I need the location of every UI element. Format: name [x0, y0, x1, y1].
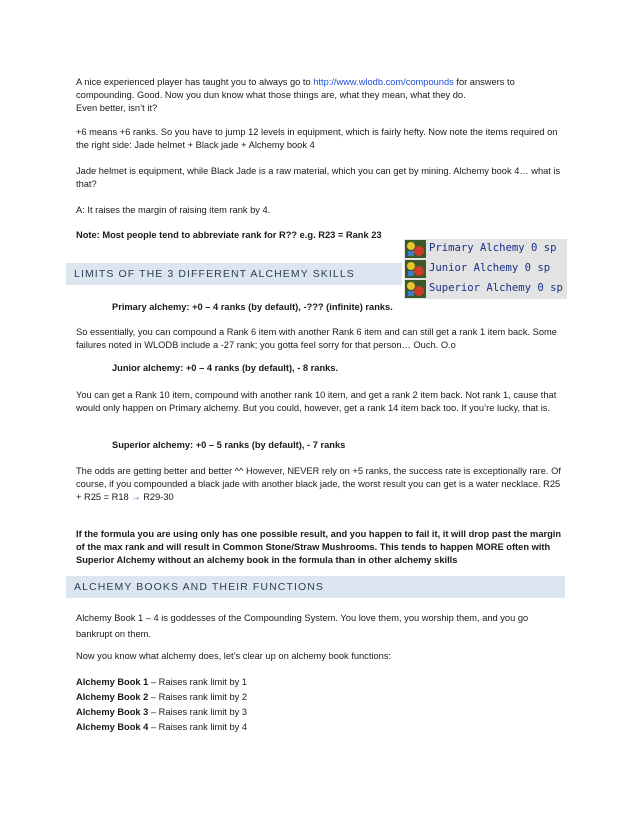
book-desc: – Raises rank limit by 3: [148, 707, 248, 717]
intro-text-cont: for answers to compounding. Good. Now you dun know what those things are, what they mean, what they do.: [76, 77, 515, 100]
book-name: Alchemy Book 2: [76, 692, 149, 702]
alchemy-skills-panel: [404, 239, 567, 299]
book-desc: – Raises rank limit by 4: [148, 722, 248, 732]
jade-paragraph: Jade helmet is equipment, while Black Jade is a raw material, which you can get by mining. Alchemy book 4… what is that?: [76, 166, 561, 189]
alchemy-flask-icon: [405, 280, 426, 298]
intro-text: A nice experienced player has taught you to always go to: [76, 77, 314, 87]
section-heading-books-text: ALCHEMY BOOKS AND THEIR FUNCTIONS: [74, 581, 325, 593]
section-heading-books: [66, 576, 565, 598]
books-lead: Now you know what alchemy does, let’s clear up on alchemy book functions:: [76, 651, 392, 661]
junior-alchemy-body: You can get a Rank 10 item, compound with another rank 10 item, and get a rank 2 item back. Not rank 1, cause that would only happen on Primary alchemy. But you could, however, get a rank 14 item back too. If you’re lucky, that is.: [76, 390, 557, 413]
skill-row-superior: [404, 279, 567, 299]
books-intro: Alchemy Book 1 – 4 is goddesses of the Compounding System. You love them, you worship them, and you go bankrupt on them.: [76, 613, 529, 639]
skill-row-junior: [404, 259, 567, 279]
book-name: Alchemy Book 3: [76, 707, 149, 717]
alchemy-book-list: [76, 675, 564, 735]
list-item: [76, 720, 564, 735]
book-name: Alchemy Book 4: [76, 722, 149, 732]
intro-paragraph: [76, 76, 564, 115]
list-item: [76, 675, 564, 690]
superior-body-text: The odds are getting better and better ^^ However, NEVER rely on +5 ranks, the success rate is exceptionally rare. Of course, if you compounded a black jade with another black jade, the worst result you can get is a water necklace. R25 + R25 = R18: [76, 466, 561, 502]
book-desc: – Raises rank limit by 2: [148, 692, 248, 702]
superior-alchemy-title: Superior alchemy: +0 – 5 ranks (by default), - 7 ranks: [112, 440, 346, 450]
skill-label-junior: Junior Alchemy 0 sp: [429, 262, 551, 274]
wlodb-compounds-link[interactable]: http://www.wlodb.com/compounds: [313, 77, 454, 87]
junior-alchemy-title: Junior alchemy: +0 – 4 ranks (by default), - 8 ranks.: [112, 363, 339, 373]
arrow-right-icon: →: [131, 492, 141, 502]
list-item: [76, 705, 564, 720]
primary-alchemy-body: So essentially, you can compound a Rank 6 item with another Rank 6 item and can still get a rank 1 item back. Some failures noted in WLODB include a -27 rank; you gotta feel sorry for that person… Ouch. O.o: [76, 327, 557, 350]
alchemy-flask-icon: [405, 260, 426, 278]
rank-note: Note: Most people tend to abbreviate rank for R?? e.g. R23 = Rank 23: [76, 230, 382, 240]
alchemy-flask-icon: [405, 240, 426, 258]
list-item: [76, 690, 564, 705]
primary-alchemy-title: Primary alchemy: +0 – 4 ranks (by default), -??? (infinite) ranks.: [112, 302, 393, 312]
plus6-paragraph: +6 means +6 ranks. So you have to jump 12 levels in equipment, which is fairly hefty. Now note the items required on the right side: Jade helmet + Black jade + Alchemy book 4: [76, 127, 558, 150]
answer-paragraph: A: It raises the margin of raising item rank by 4.: [76, 205, 271, 215]
superior-body-tail: R29-30: [140, 492, 174, 502]
book-desc: – Raises rank limit by 1: [148, 677, 248, 687]
book-name: Alchemy Book 1: [76, 677, 149, 687]
section-heading-limits-text: LIMITS OF THE 3 DIFFERENT ALCHEMY SKILLS: [74, 268, 355, 280]
skill-label-superior: Superior Alchemy 0 sp: [429, 282, 563, 294]
skill-row-primary: [404, 239, 567, 259]
intro-line2: Even better, isn’t it?: [76, 103, 158, 113]
superior-alchemy-body: [76, 465, 564, 504]
skill-label-primary: Primary Alchemy 0 sp: [429, 242, 557, 254]
section-heading-limits: [66, 263, 402, 285]
warning-paragraph: If the formula you are using only has one possible result, and you happen to fail it, it will drop past the margin of the max rank and will result in Common Stone/Straw Mushrooms. This tends to happen MORE often with Superior Alchemy without an alchemy book in the formula than in other alchemy skills: [76, 529, 562, 565]
